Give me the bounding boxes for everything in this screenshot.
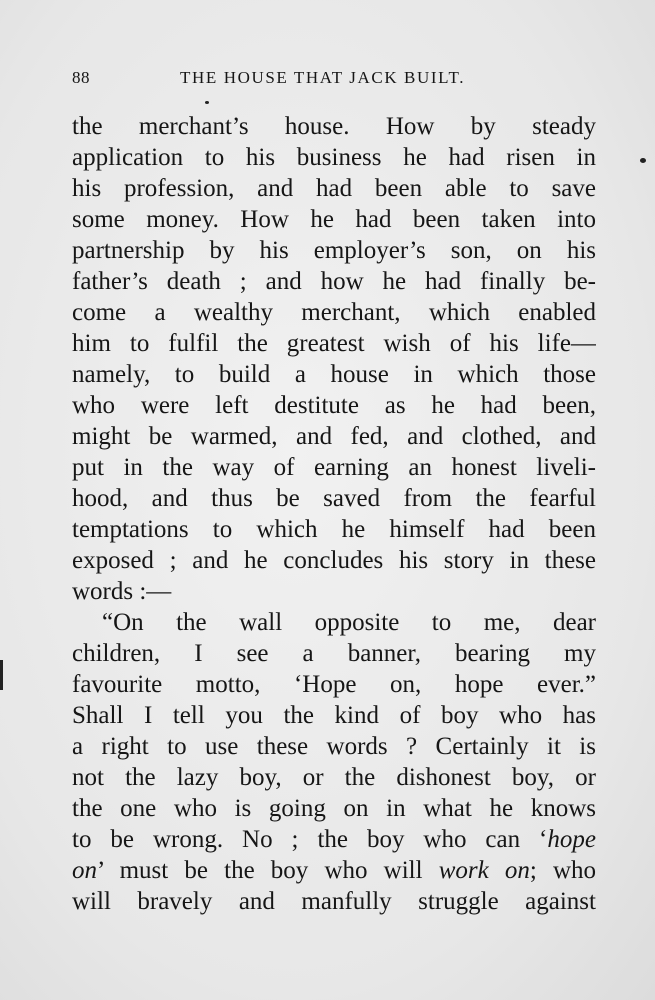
text-line-24-roman: to be wrong. No ; the boy who can ‘ [72, 826, 548, 853]
italic-work-on: work on [438, 857, 530, 884]
text-line-25 [72, 855, 596, 886]
italic-on: on [72, 857, 97, 884]
text-line-22: not the lazy boy, or the dishonest boy, or [72, 764, 596, 791]
text-line-8: him to fulfil the greatest wish of his life— [72, 330, 596, 357]
text-line-17: “On the wall opposite to me, dear [102, 609, 596, 636]
header-ink-dot [205, 101, 209, 104]
text-line-18: children, I see a banner, bearing my [72, 640, 596, 667]
text-line-2: application to his business he had risen in [72, 144, 596, 171]
text-line-4: some money. How he had been taken into [72, 206, 596, 233]
page-number: 88 [72, 68, 90, 87]
text-line-10: who were left destitute as he had been, [72, 392, 596, 419]
running-header [72, 68, 596, 92]
text-line-13: hood, and thus be saved from the fearful [72, 485, 596, 512]
running-title: THE HOUSE THAT JACK BUILT. [180, 68, 466, 87]
text-line-12: put in the way of earning an honest liveli- [72, 454, 596, 481]
text-line-14: temptations to which he himself had been [72, 516, 596, 543]
text-line-25-roman-a: ’ must be the boy who will [97, 857, 439, 884]
italic-hope: hope [547, 826, 596, 853]
text-line-23: the one who is going on in what he knows [72, 795, 596, 822]
text-line-25-roman-b: ; who [529, 857, 596, 884]
text-line-7: come a wealthy merchant, which enabled [72, 299, 596, 326]
text-line-11: might be warmed, and fed, and clothed, and [72, 423, 596, 450]
text-line-6: father’s death ; and how he had finally be- [72, 268, 596, 295]
margin-ink-mark [0, 660, 3, 690]
text-line-19: favourite motto, ‘Hope on, hope ever.” [72, 671, 596, 698]
body-text [72, 111, 596, 917]
text-line-1: the merchant’s house. How by steady [72, 113, 596, 140]
text-line-9: namely, to build a house in which those [72, 361, 596, 388]
text-line-15: exposed ; and he concludes his story in these [72, 547, 596, 574]
text-line-3: his profession, and had been able to save [72, 175, 596, 202]
text-line-26: will bravely and manfully struggle against [72, 888, 596, 915]
text-line-24 [72, 824, 596, 855]
text-line-16: words :— [72, 578, 172, 605]
text-line-21: a right to use these words ? Certainly it is [72, 733, 596, 760]
margin-ink-speck [640, 158, 646, 163]
text-line-5: partnership by his employer’s son, on his [72, 237, 596, 264]
text-line-20: Shall I tell you the kind of boy who has [72, 702, 596, 729]
